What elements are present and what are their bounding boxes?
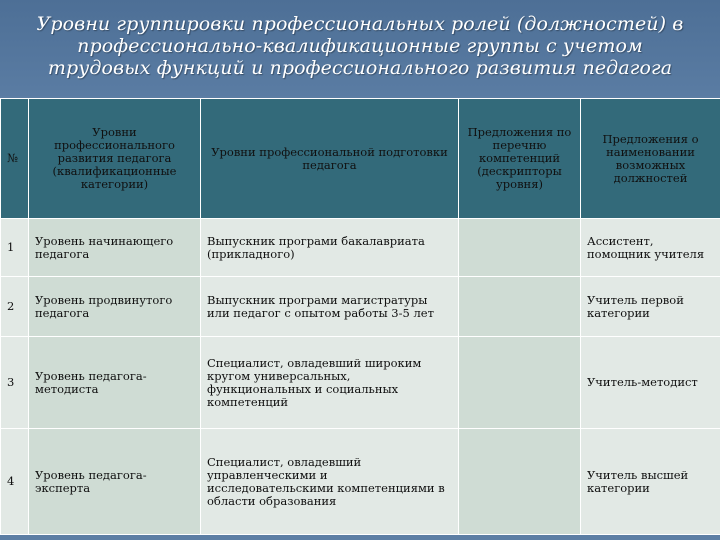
row-number: 3	[1, 337, 29, 429]
position-cell: Учитель-методист	[581, 337, 720, 429]
header-competency-proposals: Предложения по перечню компетенций (дескрипторы уровня)	[459, 99, 581, 219]
development-level-cell: Уровень педагога-методиста	[29, 337, 201, 429]
training-level-cell: Выпускник програми бакалавриата (прикладного)	[201, 219, 459, 277]
table-row	[1, 337, 720, 429]
header-training-levels: Уровни профессиональной подготовки педагога	[201, 99, 459, 219]
header-position-proposals: Предложения о наименовании возможных должностей	[581, 99, 720, 219]
competency-cell	[459, 277, 581, 337]
row-number: 1	[1, 219, 29, 277]
development-level-cell: Уровень начинающего педагога	[29, 219, 201, 277]
table-row	[1, 429, 720, 535]
row-number: 2	[1, 277, 29, 337]
table-header-row	[1, 99, 720, 219]
roles-table	[0, 98, 720, 535]
competency-cell	[459, 337, 581, 429]
table-row	[1, 277, 720, 337]
header-number: №	[1, 99, 29, 219]
table-row	[1, 219, 720, 277]
position-cell: Ассистент, помощник учителя	[581, 219, 720, 277]
training-level-cell: Специалист, овладевший широким кругом универсальных, функциональных и социальных компетенций	[201, 337, 459, 429]
position-cell: Учитель первой категории	[581, 277, 720, 337]
training-level-cell: Специалист, овладевший управленческими и исследовательскими компетенциями в области образования	[201, 429, 459, 535]
development-level-cell: Уровень продвинутого педагога	[29, 277, 201, 337]
row-number: 4	[1, 429, 29, 535]
header-development-levels: Уровни профессионального развития педагога (квалификационные категории)	[29, 99, 201, 219]
development-level-cell: Уровень педагога-эксперта	[29, 429, 201, 535]
position-cell: Учитель высшей категории	[581, 429, 720, 535]
slide-title-bar	[0, 0, 720, 96]
competency-cell	[459, 219, 581, 277]
training-level-cell: Выпускник програми магистратуры или педагог с опытом работы 3-5 лет	[201, 277, 459, 337]
competency-cell	[459, 429, 581, 535]
slide-title: Уровни группировки профессиональных ролей (должностей) в профессионально-квалификационные группы с учетом трудовых функций и профессионального развития педагога	[36, 13, 684, 79]
